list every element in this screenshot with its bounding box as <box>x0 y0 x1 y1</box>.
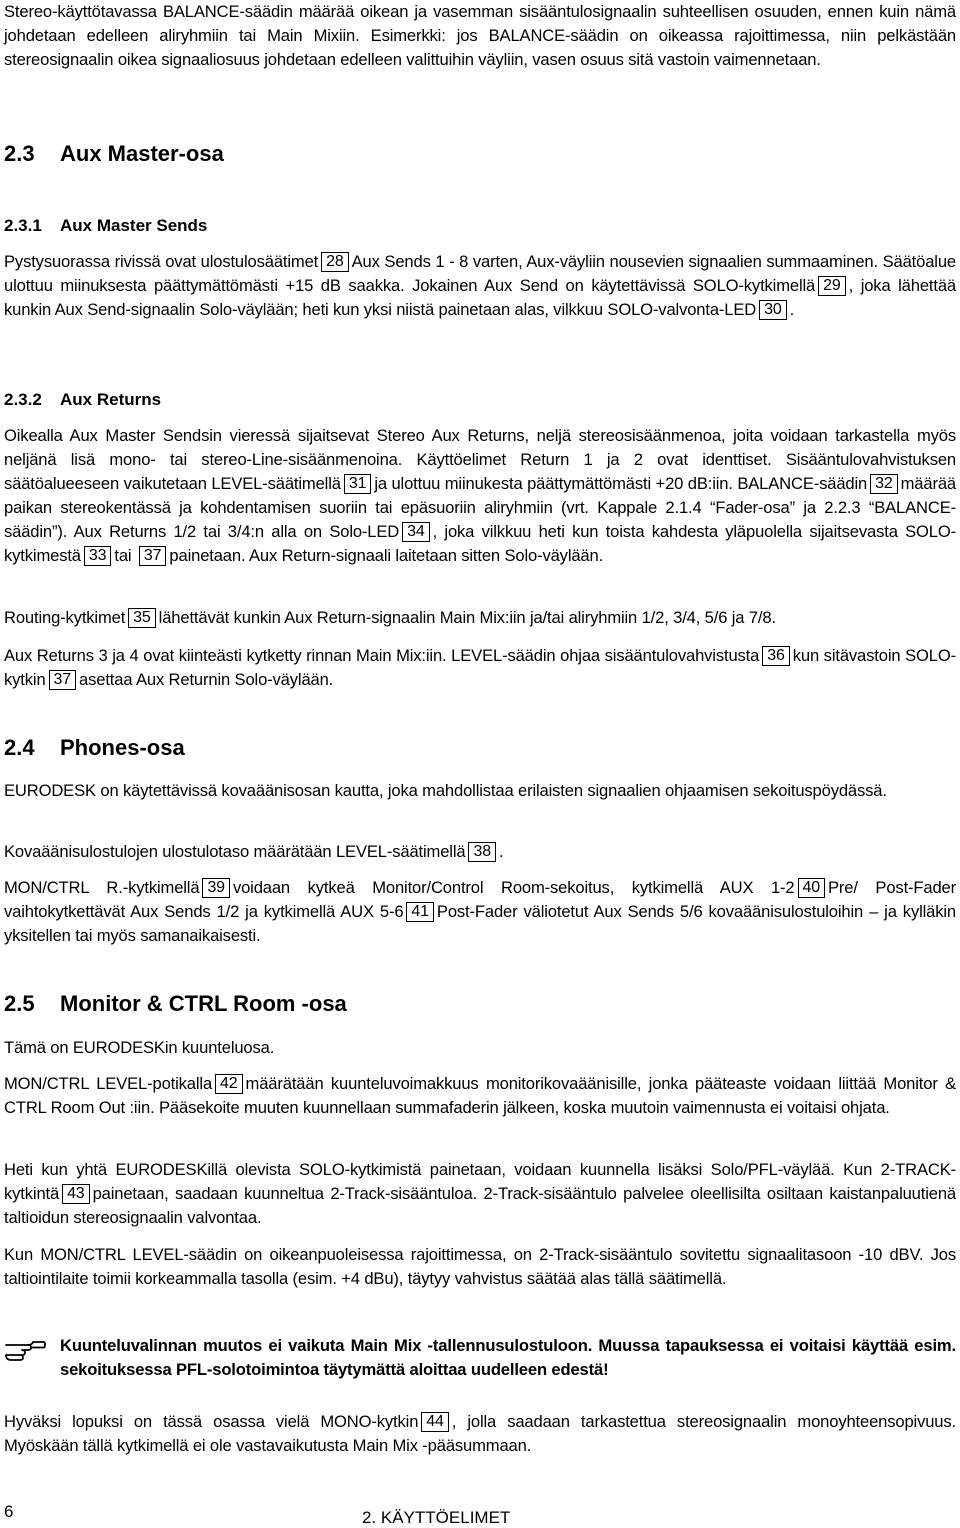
section-title: Phones-osa <box>60 735 185 760</box>
reference-box-42: 42 <box>215 1074 243 1094</box>
reference-box-44: 44 <box>421 1412 449 1432</box>
subsection-heading-2-3-1 <box>4 214 207 238</box>
chapter-title: 2. KÄYTTÖELIMET <box>362 1508 511 1527</box>
reference-box-32: 32 <box>870 474 898 494</box>
phones-switches-paragraph: MON/CTRL R.-kytkimellä 39 voidaan kytkeä Monitor/Control Room-sekoitus, kytkimellä AUX 1-2 40 Pre/ Post-Fader vaihtokytkettävät Aux Sends 1/2 ja kytkimellä AUX 5-6 41 Post-Fader väliotetut Aux Sends 5/6 kovaäänisulostuloihin – ja kylläkin yksitellen tai myös samanaikaisesti. <box>4 878 957 945</box>
phones-intro-paragraph: EURODESK on käytettävissä kovaäänisosan kautta, joka mahdollistaa erilaisten signaalien ohjaamisen sekoituspöydässä. <box>4 781 887 800</box>
subsection-number: 2.3.1 <box>4 216 42 235</box>
reference-box-40: 40 <box>798 878 826 898</box>
pointing-hand-icon <box>4 1335 46 1363</box>
aux-returns-3-4-paragraph: Aux Returns 3 ja 4 ovat kiinteästi kytketty rinnan Main Mix:iin. LEVEL-säädin ohjaa sisääntulovahvistusta 36 kun sitävastoin SOLO-kytkin 37 asettaa Aux Returnin Solo-väylään. <box>4 646 956 689</box>
reference-box-35: 35 <box>128 608 156 628</box>
reference-box-37: 37 <box>139 546 167 566</box>
subsection-number: 2.3.2 <box>4 390 42 409</box>
page-number: 6 <box>4 1502 14 1521</box>
aux-master-sends-paragraph: Pystysuorassa rivissä ovat ulostulosäätimet 28 Aux Sends 1 - 8 varten, Aux-väyliin nousevien signaalien summaaminen. Säätöalue ulottuu miinuksesta päättymättömästi +15 dB saakka. Jokainen Aux Send on käytettävissä SOLO-kytkimellä 29 , joka lähettää kunkin Aux Send-signaalin Solo-väylään; heti kun yksi niistä painetaan alas, vilkkuu SOLO-valvonta-LED 30 . <box>4 252 956 319</box>
subsection-title: Aux Returns <box>60 390 162 409</box>
subsection-heading-2-3-2 <box>4 388 161 412</box>
reference-box-43: 43 <box>62 1184 90 1204</box>
intro-paragraph: Stereo-käyttötavassa BALANCE-säädin määrää oikean ja vasemman sisääntulosignaalin suhteellisen osuuden, ennen kuin nämä johdetaan edelleen aliryhmiin tai Main Mixiin. Esimerkki: jos BALANCE-säädin on oikeassa rajoittimessa, niin pelkästään stereosignaalin oikea signaaliosuus johdetaan edelleen valittuihin väyliin, vasen osuus sitä vastoin vaimennetaan. <box>4 2 956 69</box>
subsection-title: Aux Master Sends <box>60 216 208 235</box>
reference-box-28: 28 <box>321 252 349 272</box>
reference-box-38: 38 <box>468 842 496 862</box>
reference-box-36: 36 <box>762 646 790 666</box>
aux-returns-paragraph: Oikealla Aux Master Sendsin vieressä sijaitsevat Stereo Aux Returns, neljä stereosisäänmenoa, joita voidaan tarkastella myös neljänä lisä mono- tai stereo-Line-sisäänmenoina. Käyttöelimet Return 1 ja 2 ovat identtiset. Sisääntulovahvistuksen säätöalueeseen vaikutetaan LEVEL-säätimellä 31 ja ulottuu miinukesta päättymättömästi +20 dB:iin. BALANCE-säädin 32 määrää paikan stereokentässä ja kohdentamisen suoriin tai epäsuoriin aliryhmiin (vrt. Kappale 2.1.4 “Fader-osa” ja 2.2.3 “BALANCE-säädin”). Aux Returns 1/2 tai 3/4:n alla on Solo-LED 34 , joka vilkkuu heti kun toista kahdesta yläpuolella sijaitsevasta SOLO-kytkimestä 33 tai 37 painetaan. Aux Return-signaali laitetaan sitten Solo-väylään. <box>4 426 956 565</box>
monitor-intro-paragraph: Tämä on EURODESKin kuunteluosa. <box>4 1038 275 1057</box>
section-title: Monitor & CTRL Room -osa <box>60 991 347 1016</box>
reference-box-39: 39 <box>202 878 230 898</box>
reference-box-33: 33 <box>84 546 112 566</box>
reference-box-41: 41 <box>406 902 434 922</box>
section-number: 2.5 <box>4 991 35 1016</box>
section-number: 2.4 <box>4 735 35 760</box>
mono-switch-paragraph: Hyväksi lopuksi on tässä osassa vielä MONO-kytkin 44 , jolla saadaan tarkastettua stereosignaalin monoyhteensopivuus. Myöskään tällä kytkimellä ei ole vastavaikutusta Main Mix -pääsummaan. <box>4 1412 956 1455</box>
reference-box-34: 34 <box>402 522 430 542</box>
section-heading-2-4 <box>4 735 185 761</box>
routing-switches-paragraph: Routing-kytkimet 35 lähettävät kunkin Aux Return-signaalin Main Mix:iin ja/tai aliryhmiin 1/2, 3/4, 5/6 ja 7/8. <box>4 608 776 627</box>
solo-2track-paragraph: Heti kun yhtä EURODESKillä olevista SOLO-kytkimistä painetaan, voidaan kuunnella lisäksi Solo/PFL-väylää. Kun 2-TRACK-kytkintä 43 painetaan, saadaan kuunneltua 2-Track-sisääntuloa. 2-Track-sisääntulo palvelee oleellisilta osiltaan kaistanpaluutienä taltioidun stereosignaalin valvontaa. <box>4 1160 956 1227</box>
reference-box-30: 30 <box>759 300 787 320</box>
reference-box-29: 29 <box>818 276 846 296</box>
reference-box-37: 37 <box>49 670 77 690</box>
phones-level-paragraph: Kovaäänisulostulojen ulostulotaso määrätään LEVEL-säätimellä 38 . <box>4 842 504 861</box>
reference-box-31: 31 <box>344 474 372 494</box>
monitor-level-paragraph: MON/CTRL LEVEL-potikalla 42 määrätään kuunteluvoimakkuus monitorikovaäänisille, jonka pääteaste voidaan liittää Monitor & CTRL Room Out :iin. Pääsekoite muuten kuunnellaan summafaderin jälkeen, koska muutoin vaimennusta ei voitaisi ohjata. <box>4 1074 956 1117</box>
section-title: Aux Master-osa <box>60 141 224 166</box>
section-number: 2.3 <box>4 141 35 166</box>
note-text: Kuunteluvalinnan muutos ei vaikuta Main Mix -tallennusulostuloon. Muussa tapauksessa ei voitaisi käyttää esim. sekoituksessa PFL-solotoimintoa täytymättä aloittaa uudelleen edestä! <box>60 1336 956 1379</box>
2track-level-paragraph: Kun MON/CTRL LEVEL-säädin on oikeanpuoleisessa rajoittimessa, on 2-Track-sisääntulo sovitettu signaalitasoon -10 dBV. Jos taltiointilaite toimii korkeammalla tasolla (esim. +4 dBu), täytyy vahvistus säätää alas tällä säätimellä. <box>4 1245 956 1288</box>
section-heading-2-3 <box>4 141 224 167</box>
section-heading-2-5 <box>4 991 347 1017</box>
